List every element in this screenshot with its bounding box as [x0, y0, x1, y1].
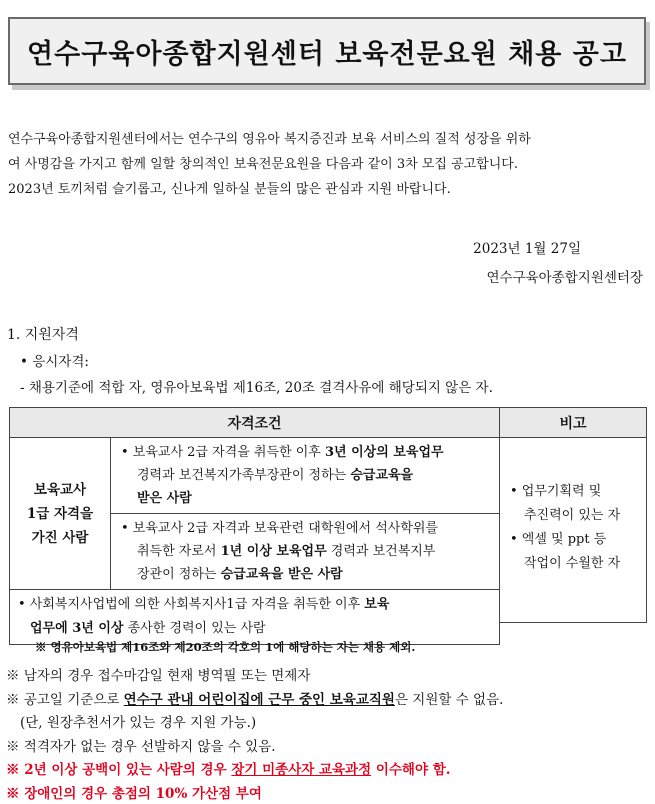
- eligibility-criteria: - 채용기준에 적합 자, 영유아보육법 제16조, 20조 결격사유에 해당되지 않은 자.: [20, 380, 493, 396]
- remark-item: • 업무기획력 및: [510, 484, 602, 499]
- notes-list: [6, 665, 503, 804]
- header-conditions: 자격조건: [10, 408, 500, 438]
- group-label: 1급 자격을: [26, 505, 94, 522]
- intro-paragraph: [8, 127, 648, 202]
- header-remarks: 비고: [500, 408, 646, 438]
- exclusion-note: ※ 영유아보육법 제16조와 제20조의 각호의 1에 해당하는 자는 채용 제외.: [35, 640, 416, 654]
- announcement-date: 2023년 1월 27일: [473, 241, 581, 257]
- page-title: 연수구육아종합지원센터 보육전문요원 채용 공고: [27, 38, 627, 70]
- remark-item: 추진력이 있는 자: [524, 508, 621, 523]
- remark-item: 작업이 수월한 자: [524, 556, 621, 571]
- organization-name: 연수구육아종합지원센터장: [486, 270, 643, 286]
- group-label: 가진 사람: [31, 529, 89, 546]
- note-item-highlight: ※ 2년 이상 공백이 있는 사람의 경우 장기 미종사자 교육과정 이수해야 함.: [6, 762, 451, 778]
- remarks-body: [500, 438, 646, 576]
- condition-3: • 사회복지사업법에 의한 사회복지사1급 자격을 취득한 이후 보육 업무에 3년 이상 종사한 경력이 있는 사람: [10, 590, 500, 645]
- eligibility-bullet: • 응시자격:: [20, 354, 89, 370]
- note-item: ※ 적격자가 없는 경우 선발하지 않을 수 있음.: [6, 738, 276, 755]
- title-banner: [8, 17, 646, 85]
- intro-line: 여 사명감을 가지고 함께 일할 창의적인 보육전문요원을 다음과 같이 3차 모집 공고합니다.: [8, 157, 518, 172]
- note-item: ※ 남자의 경우 접수마감일 현재 병역필 또는 면제자: [6, 668, 311, 684]
- intro-line: 2023년 토끼처럼 슬기롭고, 신나게 일하실 분들의 많은 관심과 지원 바랍니다.: [8, 182, 451, 197]
- intro-line: 연수구육아종합지원센터에서는 연수구의 영유아 복지증진과 보육 서비스의 질적 성장을 위하: [8, 132, 531, 147]
- condition-1: • 보육교사 2급 자격을 취득한 이후 3년 이상의 보육업무 경력과 보건복지가족부장관이 정하는 승급교육을 받은 사람: [111, 438, 500, 514]
- note-item: (단, 원장추천서가 있는 경우 지원 가능.): [20, 715, 257, 731]
- qualification-table: [9, 407, 500, 645]
- note-item: ※ 공고일 기준으로 연수구 관내 어린이집에 근무 중인 보육교직원은 지원할 수 없음.: [6, 691, 504, 708]
- note-item-highlight: ※ 장애인의 경우 총점의 10% 가산점 부여: [6, 785, 262, 802]
- condition-2: • 보육교사 2급 자격과 보육관련 대학원에서 석사학위를 취득한 자로서 1년 이상 보육업무 경력과 보건복지부 장관이 정하는 승급교육을 받은 사람: [111, 514, 500, 590]
- group-label: 보육교사: [33, 481, 87, 498]
- section-title: 1. 지원자격: [7, 327, 79, 343]
- remark-item: • 엑셀 및 ppt 등: [510, 532, 607, 547]
- group-label-cell: [10, 438, 111, 590]
- remarks-column: [500, 407, 647, 623]
